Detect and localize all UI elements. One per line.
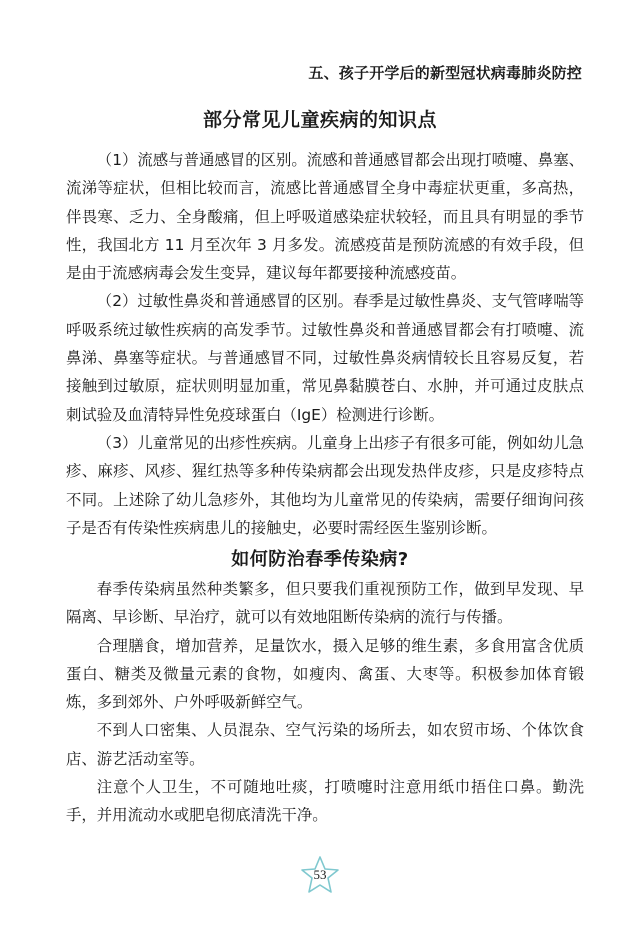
page-number: 53 <box>313 867 327 882</box>
paragraph-avoid-crowds: 不到人口密集、人员混杂、空气污染的场所去，如农贸市场、个体饮食店、游艺活动室等。 <box>66 721 584 768</box>
section-title-prevention: 如何防治春季传染病? <box>231 549 409 570</box>
section-body-knowledge <box>66 146 584 542</box>
paragraph-prevention-intro: 春季传染病虽然种类繁多，但只要我们重视预防工作，做到早发现、早隔离、早诊断、早治疗，就可以有效地阻断传染病的流行与传播。 <box>66 580 584 627</box>
paragraph-rhinitis-vs-cold: （2）过敏性鼻炎和普通感冒的区别。春季是过敏性鼻炎、支气管哮喘等呼吸系统过敏性疾病的高发季节。过敏性鼻炎和普通感冒都会有打喷嚏、流鼻涕、鼻塞等症状。与普通感冒不同，过敏性鼻炎病情较长且容易反复，若接触到过敏原，症状则明显加重，常见鼻黏膜苍白、水肿，并可通过皮肤点刺试验及血清特异性免疫球蛋白（IgE）检测进行诊断。 <box>66 292 584 424</box>
paragraph-hygiene: 注意个人卫生，不可随地吐痰，打喷嚏时注意用纸巾捂住口鼻。勤洗手，并用流动水或肥皂彻底清洗干净。 <box>66 778 584 825</box>
running-header: 五、孩子开学后的新型冠状病毒肺炎防控 <box>308 64 582 82</box>
section-title-knowledge: 部分常见儿童疾病的知识点 <box>202 109 437 131</box>
paragraph-rash-diseases: （3）儿童常见的出疹性疾病。儿童身上出疹子有很多可能，例如幼儿急疹、麻疹、风疹、猩红热等多种传染病都会出现发热伴皮疹，只是皮疹特点不同。上述除了幼儿急疹外，其他均为儿童常见的传染病，需要仔细询问孩子是否有传染性疾病患儿的接触史，必要时需经医生鉴别诊断。 <box>66 433 584 537</box>
page-number-badge <box>300 855 340 895</box>
paragraph-diet-exercise: 合理膳食，增加营养，足量饮水，摄入足够的维生素，多食用富含优质蛋白、糖类及微量元素的食物，如瘦肉、禽蛋、大枣等。积极参加体育锻炼，多到郊外、户外呼吸新鲜空气。 <box>66 636 584 712</box>
paragraph-flu-vs-cold: （1）流感与普通感冒的区别。流感和普通感冒都会出现打喷嚏、鼻塞、流涕等症状，但相比较而言，流感比普通感冒全身中毒症状更重，多高热，伴畏寒、乏力、全身酸痛，但上呼吸道感染症状较轻，而且具有明显的季节性，我国北方 11 月至次年 3 月多发。流感疫苗是预防流感的有效手段，但是由于流感病毒会发生变异，建议每年都要接种流感疫苗。 <box>66 151 584 283</box>
section-body-prevention <box>66 575 584 830</box>
